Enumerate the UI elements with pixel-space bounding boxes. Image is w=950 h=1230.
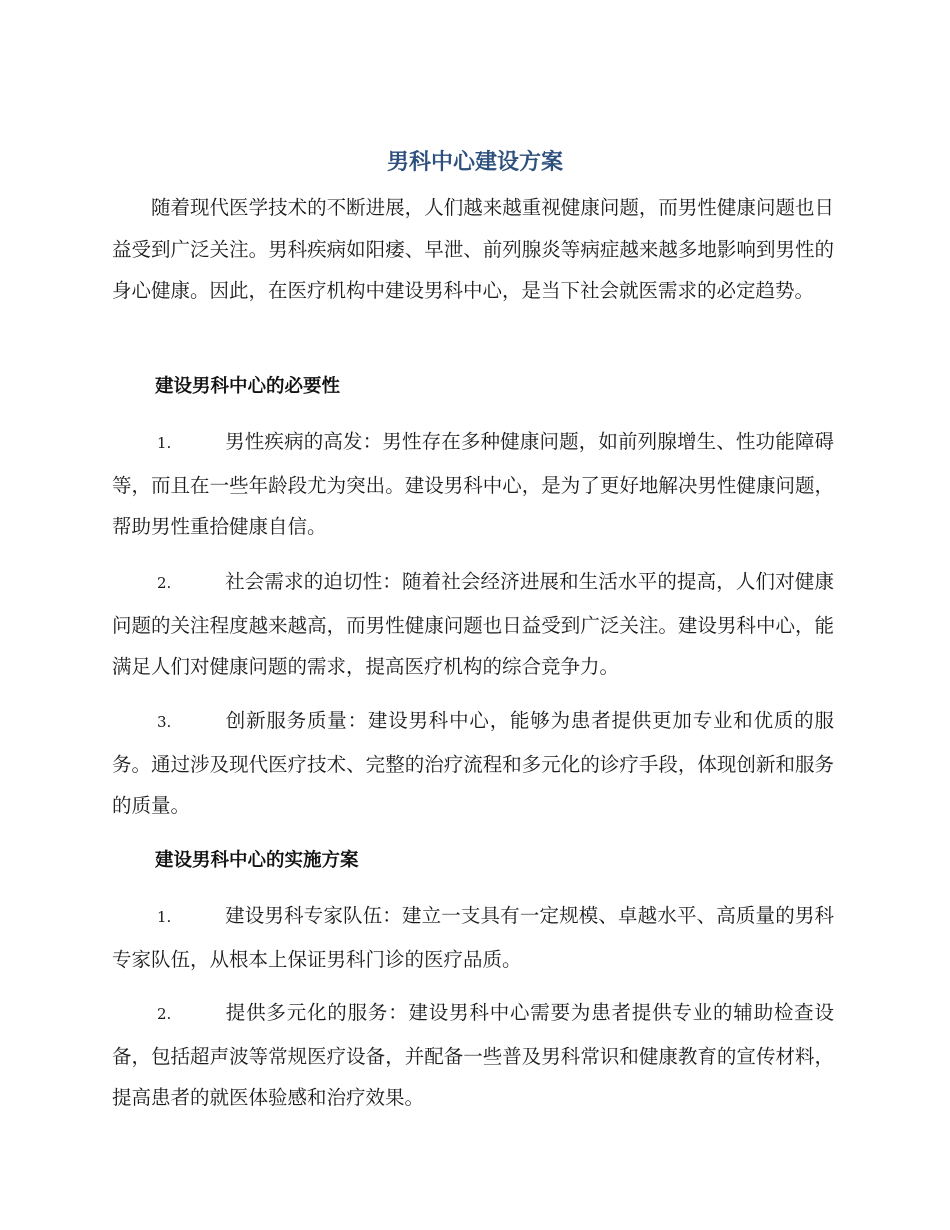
intro-paragraph: 随着现代医学技术的不断进展，人们越来越重视健康问题，而男性健康问题也日益受到广泛关注。男科疾病如阳痿、早泄、前列腺炎等病症越来越多地影响到男性的身心健康。因此，在医疗机构中建设男科中心，是当下社会就医需求的必定趋势。 (112, 196, 834, 302)
list-item-number: 2. (157, 1005, 172, 1023)
section-heading-necessity: 建设男科中心的必要性 (155, 376, 341, 397)
list-item-text: 社会需求的迫切性：随着社会经济进展和生活水平的提高，人们对健康问题的关注程度越来越高，而男性健康问题也日益受到广泛关注。建设男科中心，能满足人们对健康问题的需求，提高医疗机构的综合竞争力。 (112, 570, 834, 678)
list-item (112, 700, 834, 827)
list-item (112, 895, 834, 980)
list-item (112, 561, 834, 688)
list-item-text: 提供多元化的服务：建设男科中心需要为患者提供专业的辅助检查设备，包括超声波等常规医疗设备，并配备一些普及男科常识和健康教育的宣传材料，提高患者的就医体验感和治疗效果。 (112, 1001, 834, 1109)
section-heading-implementation: 建设男科中心的实施方案 (155, 850, 359, 871)
list-item-text: 建设男科专家队伍：建立一支具有一定规模、卓越水平、高质量的男科专家队伍，从根本上保证男科门诊的医疗品质。 (112, 904, 834, 971)
list-item-text: 创新服务质量：建设男科中心，能够为患者提供更加专业和优质的服务。通过涉及现代医疗技术、完整的治疗流程和多元化的诊疗手段，体现创新和服务的质量。 (112, 709, 834, 817)
list-item-number: 2. (157, 574, 172, 592)
list-item (112, 421, 834, 548)
list-item (112, 992, 834, 1119)
list-item-number: 1. (157, 434, 172, 452)
list-item-number: 1. (157, 908, 172, 926)
list-item-text: 男性疾病的高发：男性存在多种健康问题，如前列腺增生、性功能障碍等，而且在一些年龄段尤为突出。建设男科中心，是为了更好地解决男性健康问题，帮助男性重拾健康自信。 (112, 430, 834, 538)
document-title: 男科中心建设方案 (386, 150, 563, 175)
list-item-number: 3. (157, 713, 172, 731)
